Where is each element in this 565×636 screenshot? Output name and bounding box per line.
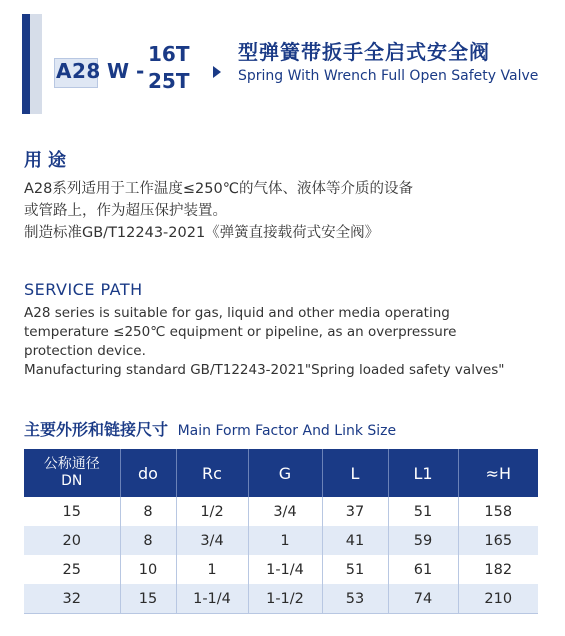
triangle-right-icon bbox=[213, 66, 221, 78]
table-heading bbox=[24, 417, 396, 440]
header-l: L bbox=[322, 449, 388, 497]
cell-l: 41 bbox=[322, 526, 388, 555]
table-header-row bbox=[24, 449, 538, 497]
cell-dn: 25 bbox=[24, 555, 120, 584]
model-pressure-16t: 16T bbox=[148, 42, 190, 66]
header-do: do bbox=[120, 449, 176, 497]
header-l1: L1 bbox=[388, 449, 458, 497]
service-line: Manufacturing standard GB/T12243-2021"Spring loaded safety valves" bbox=[24, 362, 505, 378]
header-h: ≈H bbox=[458, 449, 538, 497]
cell-h: 182 bbox=[458, 555, 538, 584]
usage-line: 制造标准GB/T12243-2021《弹簧直接载荷式安全阀》 bbox=[24, 225, 380, 241]
cell-do: 8 bbox=[120, 526, 176, 555]
cell-l: 37 bbox=[322, 497, 388, 526]
service-line: temperature ≤250℃ equipment or pipeline, as an overpressure bbox=[24, 324, 457, 340]
model-pressure-25t: 25T bbox=[148, 69, 190, 93]
header-rc: Rc bbox=[176, 449, 248, 497]
cell-rc: 1 bbox=[176, 555, 248, 584]
table-row bbox=[24, 526, 538, 555]
usage-heading: 用途 bbox=[24, 150, 72, 171]
cell-g: 1-1/4 bbox=[248, 555, 322, 584]
header-dn-cn: 公称通径 bbox=[43, 456, 100, 472]
cell-l: 53 bbox=[322, 584, 388, 614]
cell-do: 10 bbox=[120, 555, 176, 584]
table-row bbox=[24, 584, 538, 614]
header-dn bbox=[24, 449, 120, 497]
cell-l1: 59 bbox=[388, 526, 458, 555]
product-title-en: Spring With Wrench Full Open Safety Valve bbox=[238, 68, 539, 84]
service-line: protection device. bbox=[24, 343, 146, 359]
cell-g: 1-1/2 bbox=[248, 584, 322, 614]
cell-rc: 3/4 bbox=[176, 526, 248, 555]
model-type: W - bbox=[107, 59, 145, 83]
cell-do: 8 bbox=[120, 497, 176, 526]
table-row bbox=[24, 497, 538, 526]
dimension-table bbox=[24, 449, 538, 614]
cell-l1: 61 bbox=[388, 555, 458, 584]
header-accent-bar bbox=[22, 14, 30, 114]
usage-line: A28系列适用于工作温度≤250℃的气体、液体等介质的设备 bbox=[24, 181, 413, 197]
cell-l: 51 bbox=[322, 555, 388, 584]
cell-l1: 74 bbox=[388, 584, 458, 614]
cell-g: 3/4 bbox=[248, 497, 322, 526]
usage-description bbox=[24, 178, 413, 244]
product-title-cn: 型弹簧带扳手全启式安全阀 bbox=[238, 40, 490, 64]
cell-h: 165 bbox=[458, 526, 538, 555]
cell-do: 15 bbox=[120, 584, 176, 614]
service-description bbox=[24, 304, 554, 380]
cell-l1: 51 bbox=[388, 497, 458, 526]
service-heading: SERVICE PATH bbox=[24, 280, 143, 299]
cell-h: 210 bbox=[458, 584, 538, 614]
cell-dn: 15 bbox=[24, 497, 120, 526]
usage-line: 或管路上，作为超压保护装置。 bbox=[24, 203, 227, 219]
cell-dn: 20 bbox=[24, 526, 120, 555]
service-line: A28 series is suitable for gas, liquid and other media operating bbox=[24, 305, 450, 321]
cell-h: 158 bbox=[458, 497, 538, 526]
header-side-bar bbox=[30, 14, 42, 114]
cell-rc: 1/2 bbox=[176, 497, 248, 526]
cell-dn: 32 bbox=[24, 584, 120, 614]
header-dn-en: DN bbox=[61, 473, 83, 489]
table-heading-en: Main Form Factor And Link Size bbox=[177, 423, 397, 439]
cell-g: 1 bbox=[248, 526, 322, 555]
table-heading-cn: 主要外形和链接尺寸 bbox=[24, 420, 169, 439]
header-g: G bbox=[248, 449, 322, 497]
table-row bbox=[24, 555, 538, 584]
cell-rc: 1-1/4 bbox=[176, 584, 248, 614]
model-prefix: A28 bbox=[56, 59, 101, 83]
